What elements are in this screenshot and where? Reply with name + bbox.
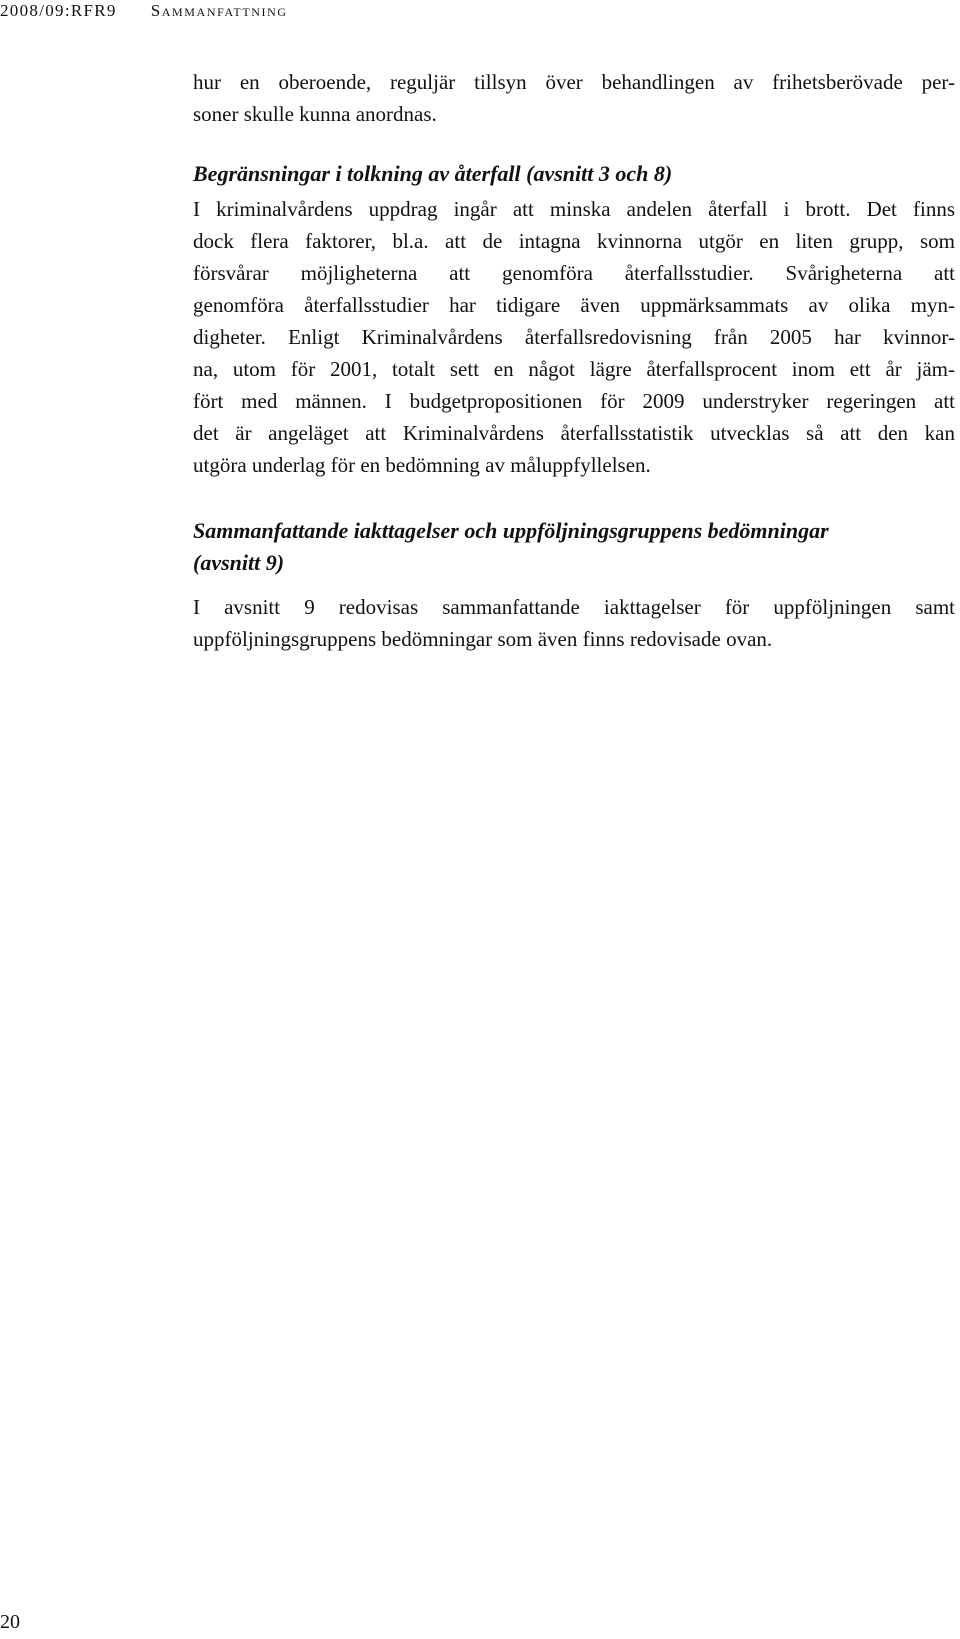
text-line: det är angeläget att Kriminalvårdens återfallsstatistik utvecklas så att den kan xyxy=(193,421,955,445)
text-line: uppföljningsgruppens bedömningar som även finns redovisade ovan. xyxy=(193,627,773,651)
text-line: na, utom för 2001, totalt sett en något lägre återfallsprocent inom ett år jäm- xyxy=(193,357,955,381)
intro-paragraph xyxy=(193,66,955,130)
text-line: försvårar möjligheterna att genomföra återfallsstudier. Svårigheterna att xyxy=(193,261,955,285)
page-number: 20 xyxy=(0,1611,20,1633)
text-line: I avsnitt 9 redovisas sammanfattande iakttagelser för uppföljningen samt xyxy=(193,595,955,619)
section-name: Sammanfattning xyxy=(150,1,288,20)
section-heading-recidivism: Begränsningar i tolkning av återfall (avsnitt 3 och 8) xyxy=(193,161,673,186)
section-heading-summary xyxy=(193,515,955,579)
summary-paragraph xyxy=(193,591,955,655)
recidivism-paragraph xyxy=(193,193,955,481)
page-content xyxy=(193,66,955,655)
running-header xyxy=(0,1,288,21)
text-line: I kriminalvårdens uppdrag ingår att minska andelen återfall i brott. Det finns xyxy=(193,197,955,221)
text-line: soner skulle kunna anordnas. xyxy=(193,102,437,126)
heading-line: Sammanfattande iakttagelser och uppföljningsgruppens bedömningar xyxy=(193,518,829,543)
text-line: digheter. Enligt Kriminalvårdens återfallsredovisning från 2005 har kvinnor- xyxy=(193,325,955,349)
text-line: dock flera faktorer, bl.a. att de intagna kvinnorna utgör en liten grupp, som xyxy=(193,229,955,253)
text-line: utgöra underlag för en bedömning av måluppfyllelsen. xyxy=(193,453,651,477)
text-line: fört med männen. I budgetpropositionen för 2009 understryker regeringen att xyxy=(193,389,955,413)
heading-line: (avsnitt 9) xyxy=(193,550,285,575)
document-id: 2008/09:RFR9 xyxy=(0,1,117,20)
text-line: genomföra återfallsstudier har tidigare även uppmärksammats av olika myn- xyxy=(193,293,955,317)
text-line: hur en oberoende, reguljär tillsyn över behandlingen av frihetsberövade per- xyxy=(193,70,955,94)
